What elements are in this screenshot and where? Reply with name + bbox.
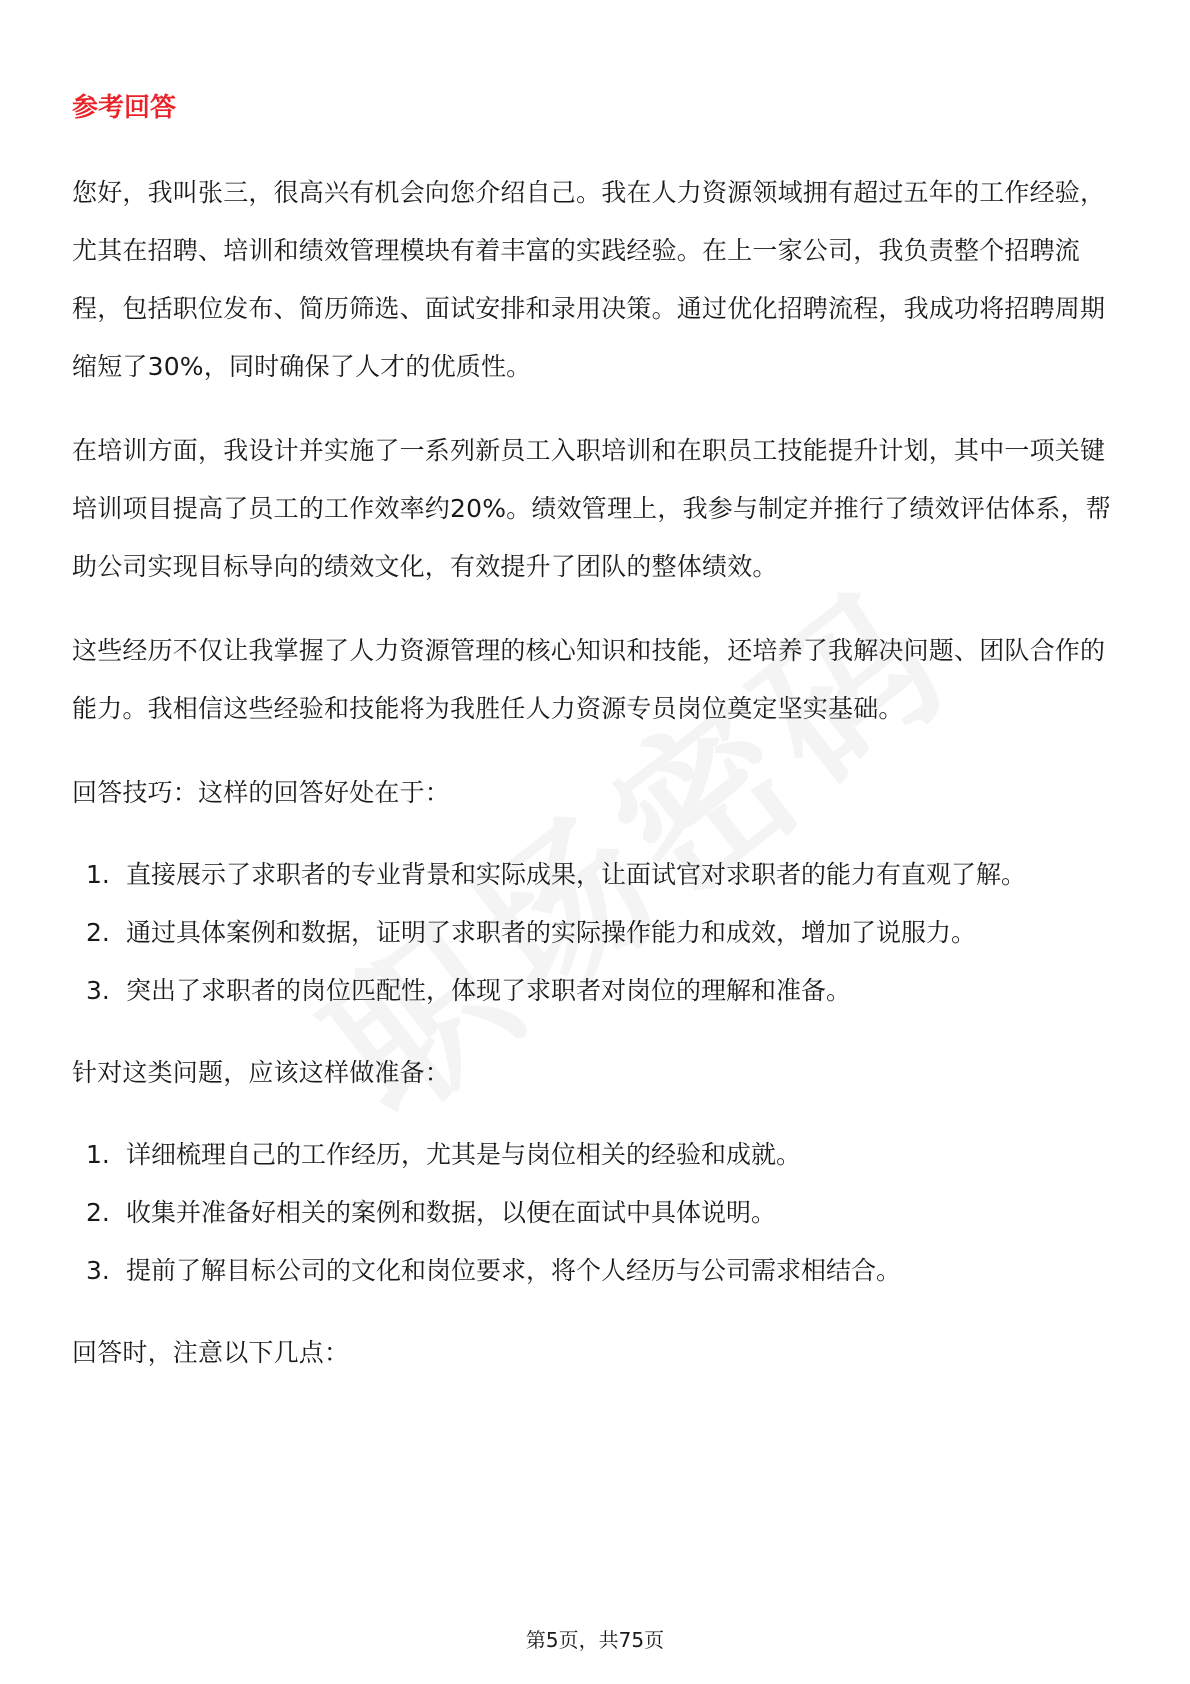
prep-list [72, 1126, 1118, 1300]
page-number: 第5页，共75页 [525, 1628, 665, 1652]
list-item [72, 1242, 1118, 1300]
notes-label: 回答时，注意以下几点： [72, 1338, 350, 1367]
list-item [72, 846, 1118, 904]
list-number: 2. [86, 918, 110, 947]
list-number: 3. [86, 976, 110, 1005]
list-text: 通过具体案例和数据，证明了求职者的实际操作能力和成效，增加了说服力。 [126, 918, 977, 947]
list-text: 收集并准备好相关的案例和数据，以便在面试中具体说明。 [126, 1198, 777, 1227]
list-text: 直接展示了求职者的专业背景和实际成果，让面试官对求职者的能力有直观了解。 [126, 860, 1027, 889]
list-number: 3. [86, 1256, 110, 1285]
list-item [72, 1126, 1118, 1184]
list-text: 详细梳理自己的工作经历，尤其是与岗位相关的经验和成就。 [126, 1140, 802, 1169]
list-number: 2. [86, 1198, 110, 1227]
list-item [72, 962, 1118, 1020]
answer-paragraph-2: 在培训方面，我设计并实施了一系列新员工入职培训和在职员工技能提升计划，其中一项关键培训项目提高了员工的工作效率约20%。绩效管理上，我参与制定并推行了绩效评估体系，帮助公司实现目标导向的绩效文化，有效提升了团队的整体绩效。 [72, 436, 1111, 581]
answer-paragraph-3: 这些经历不仅让我掌握了人力资源管理的核心知识和技能，还培养了我解决问题、团队合作的能力。我相信这些经验和技能将为我胜任人力资源专员岗位奠定坚实基础。 [72, 636, 1106, 723]
prep-label: 针对这类问题，应该这样做准备： [72, 1058, 451, 1087]
list-text: 提前了解目标公司的文化和岗位要求，将个人经历与公司需求相结合。 [126, 1256, 902, 1285]
tips-label: 回答技巧：这样的回答好处在于： [72, 778, 451, 807]
document-body [72, 88, 1118, 1406]
list-item [72, 1184, 1118, 1242]
tips-list [72, 846, 1118, 1020]
list-item [72, 904, 1118, 962]
list-number: 1. [86, 860, 110, 889]
list-text: 突出了求职者的岗位匹配性，体现了求职者对岗位的理解和准备。 [126, 976, 852, 1005]
section-title: 参考回答 [72, 93, 177, 123]
list-number: 1. [86, 1140, 110, 1169]
answer-paragraph-1: 您好，我叫张三，很高兴有机会向您介绍自己。我在人力资源领域拥有超过五年的工作经验，尤其在招聘、培训和绩效管理模块有着丰富的实践经验。在上一家公司，我负责整个招聘流程，包括职位发布、简历筛选、面试安排和录用决策。通过优化招聘流程，我成功将招聘周期缩短了30%，同时确保了人才的优质性。 [72, 178, 1106, 381]
